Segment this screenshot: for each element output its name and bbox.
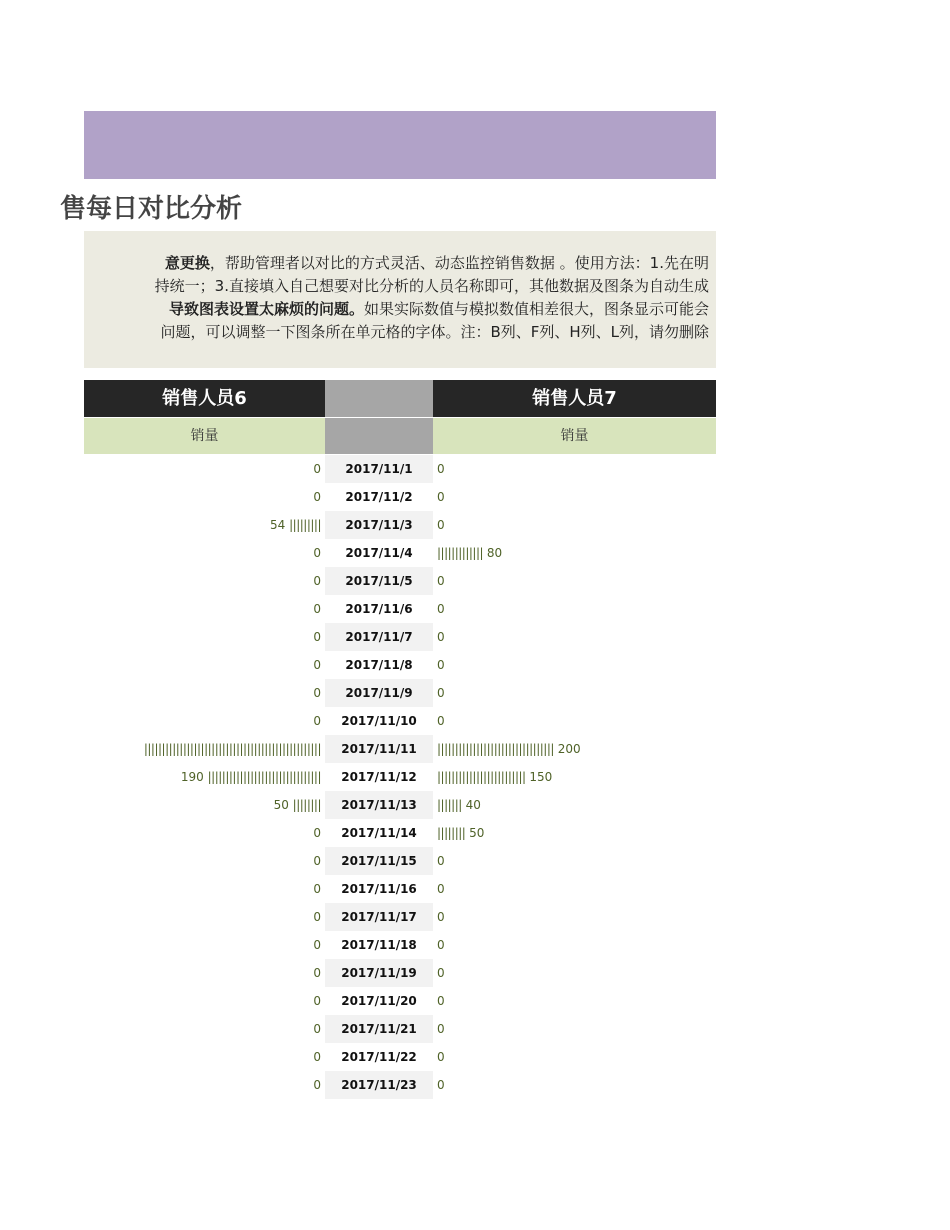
- table-row: [0, 483, 950, 511]
- right-value: 0: [437, 490, 445, 504]
- date-cell: 2017/11/6: [345, 602, 413, 616]
- right-sales-cell[interactable]: [437, 567, 716, 595]
- date-cell: 2017/11/19: [325, 959, 433, 987]
- left-sales-cell[interactable]: [84, 875, 321, 903]
- left-value: 0: [313, 490, 321, 504]
- left-value: 0: [313, 714, 321, 728]
- left-sales-cell[interactable]: [84, 959, 321, 987]
- table-row: [0, 679, 950, 707]
- table-row: [0, 931, 950, 959]
- date-cell: 2017/11/8: [345, 658, 413, 672]
- right-sales-cell[interactable]: [437, 1043, 716, 1071]
- description-line-2: 持统一；3.直接填入自己想要对比分析的人员名称即可，其他数据及图条为自动生成: [154, 277, 709, 295]
- date-cell: 2017/11/13: [325, 791, 433, 819]
- right-value: 0: [437, 602, 445, 616]
- left-bar: ||||||||: [292, 798, 321, 812]
- table-row: [0, 455, 950, 483]
- table-row: [0, 959, 950, 987]
- right-person-header[interactable]: 销售人员7: [433, 380, 716, 417]
- date-cell: 2017/11/15: [325, 847, 433, 875]
- left-sales-cell[interactable]: [84, 595, 321, 623]
- date-cell: 2017/11/5: [325, 567, 433, 595]
- left-sales-cell[interactable]: [84, 847, 321, 875]
- left-value: 0: [313, 630, 321, 644]
- right-value: 0: [437, 966, 445, 980]
- right-value: 0: [437, 1078, 445, 1092]
- left-value: 50: [273, 798, 293, 812]
- left-sales-cell[interactable]: [84, 763, 321, 791]
- left-metric-header: 销量: [84, 418, 325, 454]
- left-value: 0: [313, 994, 321, 1008]
- description-line-1: 意更换，帮助管理者以对比的方式灵活、动态监控销售数据 。使用方法：1.先在明: [164, 254, 709, 272]
- left-person-header[interactable]: 销售人员6: [84, 380, 325, 417]
- right-sales-cell[interactable]: [437, 595, 716, 623]
- right-bar: ||||||||: [437, 826, 466, 840]
- right-value: 0: [437, 714, 445, 728]
- left-value: 0: [313, 826, 321, 840]
- right-value: 0: [437, 462, 445, 476]
- date-cell: 2017/11/23: [325, 1071, 433, 1099]
- left-sales-cell[interactable]: [84, 483, 321, 511]
- right-sales-cell[interactable]: [437, 763, 716, 791]
- left-sales-cell[interactable]: [84, 1071, 321, 1099]
- right-value: 0: [437, 910, 445, 924]
- right-value: 0: [437, 658, 445, 672]
- right-sales-cell[interactable]: [437, 819, 716, 847]
- table-row: [0, 623, 950, 651]
- right-value: 0: [437, 686, 445, 700]
- table-row: [0, 1015, 950, 1043]
- date-cell: 2017/11/3: [325, 511, 433, 539]
- table-row: [0, 791, 950, 819]
- right-metric-header: 销量: [433, 418, 716, 454]
- right-value: 0: [437, 1050, 445, 1064]
- date-cell: 2017/11/17: [325, 903, 433, 931]
- left-value: 54: [270, 518, 290, 532]
- right-value: 0: [437, 1022, 445, 1036]
- right-value: 0: [437, 882, 445, 896]
- table-row: [0, 875, 950, 903]
- left-value: 0: [313, 462, 321, 476]
- right-sales-cell[interactable]: [437, 1071, 716, 1099]
- right-sales-cell[interactable]: [437, 987, 716, 1015]
- left-bar: ||||||||||||||||||||||||||||||||||||||||||||||||||: [143, 742, 321, 756]
- left-value: 0: [313, 910, 321, 924]
- left-sales-cell[interactable]: [84, 735, 321, 763]
- date-cell: 2017/11/2: [345, 490, 413, 504]
- left-value: 0: [313, 574, 321, 588]
- left-sales-cell[interactable]: [84, 791, 321, 819]
- left-value: 0: [313, 658, 321, 672]
- table-row: [0, 847, 950, 875]
- left-sales-cell[interactable]: [84, 903, 321, 931]
- date-subheader: [325, 418, 433, 454]
- table-row: [0, 735, 950, 763]
- left-value: 190: [180, 770, 208, 784]
- table-row: [0, 595, 950, 623]
- date-cell: 2017/11/10: [341, 714, 417, 728]
- right-sales-cell[interactable]: [437, 875, 716, 903]
- right-sales-cell[interactable]: [437, 903, 716, 931]
- right-value: 150: [525, 770, 553, 784]
- left-sales-cell[interactable]: [84, 707, 321, 735]
- table-row: [0, 651, 950, 679]
- description-line-3: 导致图表设置太麻烦的问题。如果实际数值与模拟数值相差很大，图条显示可能会: [168, 300, 709, 318]
- data-table: [0, 455, 950, 1099]
- table-row: [0, 511, 950, 539]
- left-value: 0: [313, 938, 321, 952]
- left-sales-cell[interactable]: [84, 987, 321, 1015]
- right-value: 0: [437, 938, 445, 952]
- right-value: 0: [437, 574, 445, 588]
- left-sales-cell[interactable]: [84, 567, 321, 595]
- date-cell: 2017/11/21: [325, 1015, 433, 1043]
- left-sales-cell[interactable]: [84, 1015, 321, 1043]
- right-value: 80: [483, 546, 503, 560]
- left-sales-cell[interactable]: [84, 455, 321, 483]
- right-bar: |||||||: [437, 798, 462, 812]
- right-value: 200: [553, 742, 581, 756]
- right-sales-cell[interactable]: [437, 679, 716, 707]
- left-value: 0: [313, 686, 321, 700]
- right-value: 50: [465, 826, 485, 840]
- date-cell: 2017/11/11: [325, 735, 433, 763]
- left-sales-cell[interactable]: [84, 931, 321, 959]
- right-sales-cell[interactable]: [437, 1015, 716, 1043]
- date-cell: 2017/11/14: [341, 826, 417, 840]
- table-row: [0, 987, 950, 1015]
- right-value: 40: [461, 798, 481, 812]
- left-value: 0: [313, 1022, 321, 1036]
- left-sales-cell[interactable]: [84, 679, 321, 707]
- description-line-4: 问题，可以调整一下图条所在单元格的字体。注：B列、F列、H列、L列，请勿删除: [160, 323, 709, 341]
- left-value: 0: [313, 1078, 321, 1092]
- table-row: [0, 539, 950, 567]
- left-value: 0: [313, 602, 321, 616]
- left-bar: ||||||||||||||||||||||||||||||||: [207, 770, 321, 784]
- left-value: 0: [313, 1050, 321, 1064]
- left-sales-cell[interactable]: [84, 651, 321, 679]
- date-cell: 2017/11/20: [341, 994, 417, 1008]
- left-sales-cell[interactable]: [84, 1043, 321, 1071]
- left-value: 0: [313, 966, 321, 980]
- date-cell: 2017/11/12: [341, 770, 417, 784]
- left-sales-cell[interactable]: [84, 819, 321, 847]
- date-cell: 2017/11/16: [341, 882, 417, 896]
- left-sales-cell[interactable]: [84, 511, 321, 539]
- right-sales-cell[interactable]: [437, 707, 716, 735]
- date-header: [325, 380, 433, 417]
- right-sales-cell[interactable]: [437, 483, 716, 511]
- right-sales-cell[interactable]: [437, 623, 716, 651]
- table-row: [0, 1043, 950, 1071]
- left-sales-cell[interactable]: [84, 539, 321, 567]
- right-value: 0: [437, 854, 445, 868]
- date-cell: 2017/11/4: [345, 546, 413, 560]
- title-banner: [84, 111, 716, 179]
- right-bar: |||||||||||||||||||||||||: [437, 770, 526, 784]
- table-row: [0, 1071, 950, 1099]
- right-value: 0: [437, 518, 445, 532]
- left-value: 0: [313, 882, 321, 896]
- date-cell: 2017/11/1: [325, 455, 433, 483]
- left-bar: |||||||||: [289, 518, 321, 532]
- right-bar: |||||||||||||: [437, 546, 484, 560]
- date-cell: 2017/11/7: [325, 623, 433, 651]
- description-box: [84, 231, 716, 368]
- right-sales-cell[interactable]: [437, 455, 716, 483]
- table-row: [0, 903, 950, 931]
- left-value: 0: [313, 854, 321, 868]
- right-value: 0: [437, 994, 445, 1008]
- right-sales-cell[interactable]: [437, 847, 716, 875]
- table-row: [0, 763, 950, 791]
- left-value: 0: [313, 546, 321, 560]
- table-row: [0, 567, 950, 595]
- left-sales-cell[interactable]: [84, 623, 321, 651]
- date-cell: 2017/11/18: [341, 938, 417, 952]
- right-value: 0: [437, 630, 445, 644]
- page-title: 售每日对比分析: [60, 194, 243, 224]
- table-row: [0, 707, 950, 735]
- right-sales-cell[interactable]: [437, 539, 716, 567]
- right-sales-cell[interactable]: [437, 791, 716, 819]
- date-cell: 2017/11/9: [325, 679, 433, 707]
- right-sales-cell[interactable]: [437, 959, 716, 987]
- right-sales-cell[interactable]: [437, 931, 716, 959]
- right-sales-cell[interactable]: [437, 735, 716, 763]
- date-cell: 2017/11/22: [341, 1050, 417, 1064]
- table-row: [0, 819, 950, 847]
- right-bar: |||||||||||||||||||||||||||||||||: [437, 742, 554, 756]
- right-sales-cell[interactable]: [437, 511, 716, 539]
- right-sales-cell[interactable]: [437, 651, 716, 679]
